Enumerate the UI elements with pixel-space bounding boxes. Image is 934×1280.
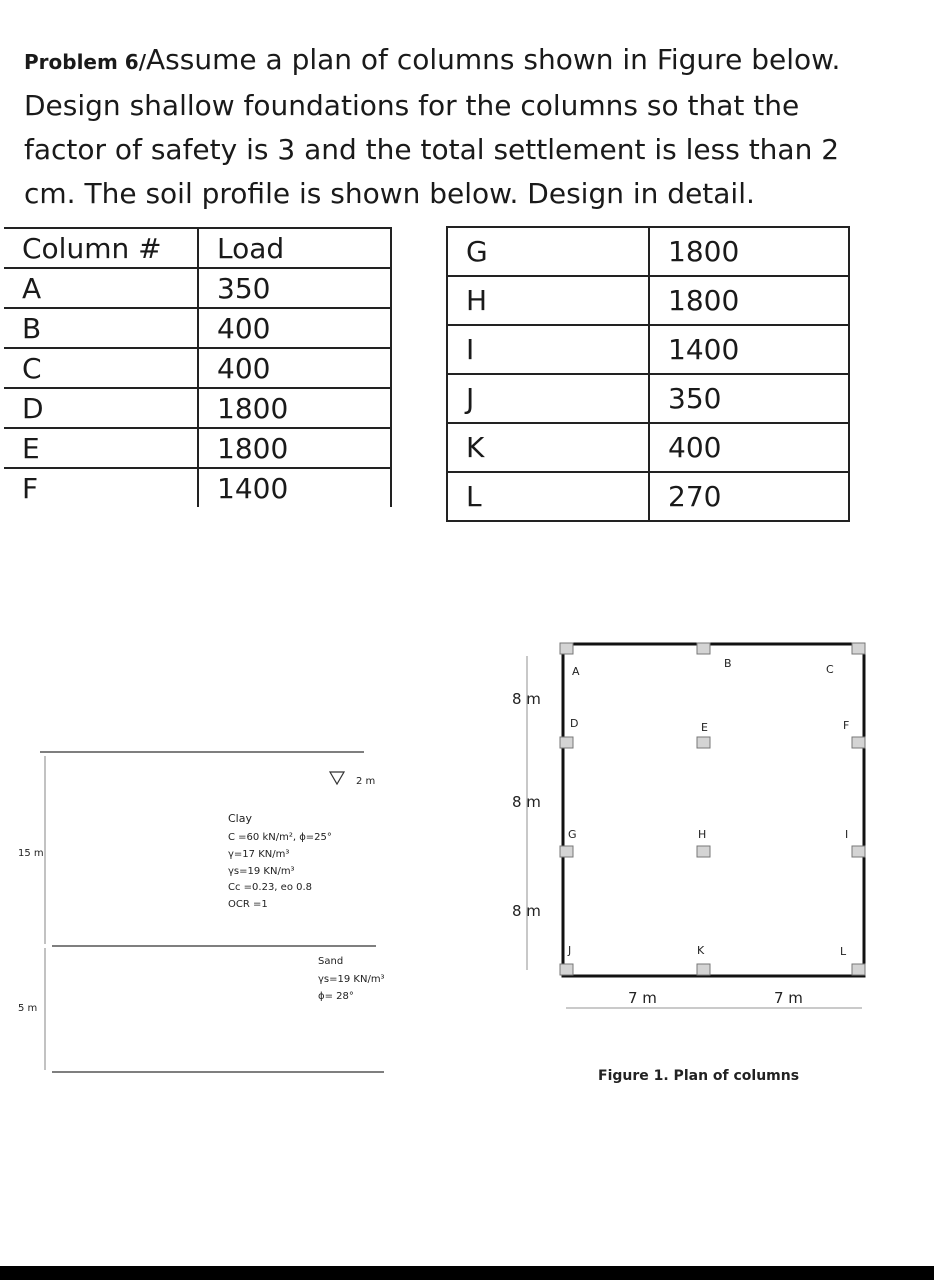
column-id: F (4, 468, 198, 507)
column-id: L (447, 472, 649, 521)
column-load: 400 (198, 348, 391, 388)
column-id: C (4, 348, 198, 388)
column-label-i: I (845, 828, 849, 841)
column-marker-g (560, 846, 573, 857)
spacing-label: 8 m (512, 793, 541, 811)
column-marker-k (697, 964, 710, 975)
water-depth: 2 m (356, 776, 376, 787)
problem-line-4: cm. The soil profile is shown below. Design in detail. (24, 177, 755, 210)
sand-thickness: 5 m (18, 1003, 38, 1014)
column-label-c: C (826, 663, 834, 676)
column-load: 1400 (649, 325, 849, 374)
plan-dimension-lines (527, 656, 862, 1008)
sand-sat-weight: γs=19 KN/m³ (318, 974, 385, 985)
column-label-e: E (701, 721, 708, 734)
column-id: D (4, 388, 198, 428)
column-id: E (4, 428, 198, 468)
column-marker-a (560, 643, 573, 654)
column-load: 270 (649, 472, 849, 521)
spacing-label: 7 m (628, 989, 657, 1007)
sand-phi: ϕ= 28° (318, 991, 354, 1002)
column-label-g: G (568, 828, 577, 841)
column-load: 1800 (649, 276, 849, 325)
column-label-f: F (843, 719, 850, 732)
bottom-bar (0, 1266, 934, 1280)
column-marker-j (560, 964, 573, 975)
column-marker-l (852, 964, 865, 975)
column-marker-e (697, 737, 710, 748)
clay-sat-weight: γs=19 KN/m³ (228, 866, 295, 877)
column-marker-b (697, 643, 710, 654)
sand-label: Sand (318, 956, 344, 967)
column-id: J (447, 374, 649, 423)
column-marker-f (852, 737, 865, 748)
column-id: B (4, 308, 198, 348)
column-marker-i (852, 846, 865, 857)
column-label-d: D (570, 717, 579, 730)
figure-caption: Figure 1. Plan of columns (598, 1068, 800, 1084)
header-load: Load (198, 228, 391, 268)
clay-thickness: 15 m (18, 848, 44, 859)
column-load: 1800 (198, 388, 391, 428)
column-id: K (447, 423, 649, 472)
spacing-label: 8 m (512, 690, 541, 708)
column-load: 400 (649, 423, 849, 472)
column-load: 400 (198, 308, 391, 348)
problem-line-3: factor of safety is 3 and the total settlement is less than 2 (24, 133, 840, 166)
column-load: 1400 (198, 468, 391, 507)
column-load: 350 (198, 268, 391, 308)
column-label-k: K (697, 944, 705, 957)
clay-ocr: OCR =1 (228, 899, 268, 910)
column-id: I (447, 325, 649, 374)
column-marker-h (697, 846, 710, 857)
column-load: 350 (649, 374, 849, 423)
header-column: Column # (4, 228, 198, 268)
clay-unit-weight: γ=17 KN/m³ (228, 849, 290, 860)
column-id: H (447, 276, 649, 325)
problem-line-2: Design shallow foundations for the columns so that the (24, 89, 800, 122)
column-load: 1800 (198, 428, 391, 468)
clay-cohesion: C =60 kN/m², ϕ=25° (228, 832, 332, 843)
column-label-h: H (698, 828, 707, 841)
column-label-j: J (568, 944, 572, 957)
column-marker-c (852, 643, 865, 654)
clay-compression: Cc =0.23, eo 0.8 (228, 882, 313, 893)
column-load: 1800 (649, 227, 849, 276)
column-marker-d (560, 737, 573, 748)
column-label-b: B (724, 657, 732, 670)
clay-label: Clay (228, 812, 252, 825)
column-id: G (447, 227, 649, 276)
column-label-l: L (840, 945, 847, 958)
plan-outline (563, 644, 864, 976)
column-label-a: A (572, 665, 580, 678)
problem-line-1: Problem 6/Assume a plan of columns shown in Figure below. (24, 43, 841, 76)
spacing-label: 7 m (774, 989, 803, 1007)
problem-label: Problem 6/ (24, 50, 147, 74)
spacing-label: 8 m (512, 902, 541, 920)
column-id: A (4, 268, 198, 308)
